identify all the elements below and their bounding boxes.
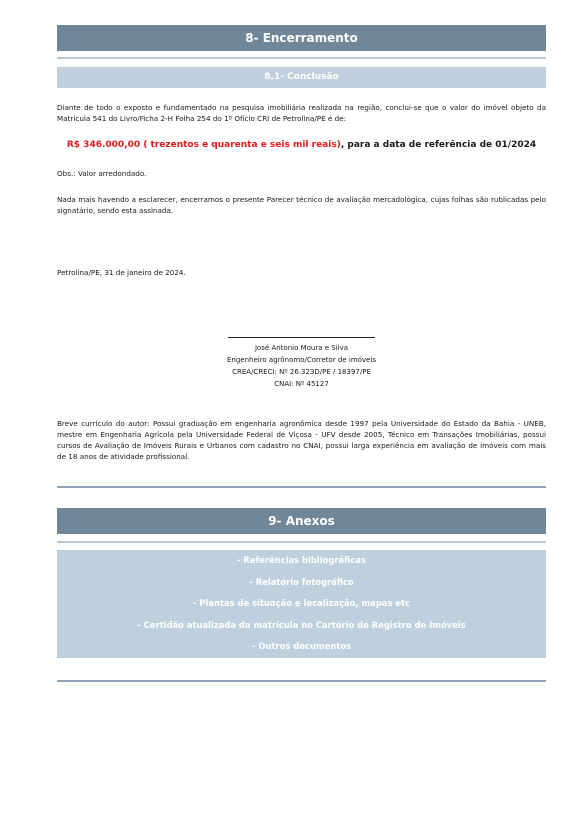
intro-text: Diante de todo o exposto e fundamentado na pesquisa imobiliária realizada na região, conclui-se que o valor do imóvel objeto da Matrícula 541 do Livro/Ficha 2-H Folha 254 do 1º Ofício CRI de Petrolina/PE é de: xyxy=(57,103,546,123)
subsection-header-conclusao xyxy=(57,67,546,88)
signer-name: José Antonio Moura e Silva xyxy=(254,344,349,352)
closing-text: Nada mais havendo a esclarecer, encerramos o presente Parecer técnico de avaliação mercadológica, cujas folhas são rublicadas pelo signatário, sendo esta assinada. xyxy=(57,195,546,215)
signer-crea: CREA/CRECI: Nº 26.323D/PE / 18397/PE xyxy=(232,368,371,376)
author-cv-text: Breve currículo do autor: Possui graduação em engenharia agronômica desde 1997 pela Universidade do Estado da Bahia - UNEB, mestre em Engenharia Agrícola pela Universidade Federal de Viçosa - UFV desde 2005, Técnico em Transações Imobiliárias, possui cursos de Avaliação de Imóveis Rurais e Urbanos com cadastro no CNAI, possui larga experiência em avaliação de imóveis com mais de 18 anos de atividade profissional. xyxy=(57,419,546,461)
value-amount: R$ 346.000,00 ( trezentos e quarenta e seis mil reais) xyxy=(66,140,341,150)
intro-paragraph xyxy=(57,102,546,124)
subsection-title: 8,1- Conclusão xyxy=(57,67,546,88)
divider xyxy=(57,680,546,682)
value-reference-date: , para a data de referência de 01/2024 xyxy=(340,140,537,150)
section-title: 9- Anexos xyxy=(57,508,546,534)
signer-role: Engenheiro agrônomo/Corretor de imóveis xyxy=(226,356,377,364)
annex-item: - Referências bibliográficas xyxy=(237,555,366,565)
signature-line xyxy=(228,337,375,338)
signature-block xyxy=(57,337,546,390)
annex-item: - Certidão atualizada da matrícula no Cartório de Registro de Imóveis xyxy=(137,619,466,630)
divider xyxy=(57,57,546,59)
annex-list xyxy=(57,550,546,658)
place-date xyxy=(57,267,546,278)
divider xyxy=(57,541,546,543)
obs-text: Obs.: Valor arredondado. xyxy=(57,169,147,178)
annex-item: - Plantas de situação e localização, mapas etc xyxy=(192,598,411,609)
section-header-anexos xyxy=(57,508,546,534)
annex-item: - Outros documentos xyxy=(251,641,352,652)
obs-paragraph xyxy=(57,168,546,179)
place-date-text: Petrolina/PE, 31 de janeiro de 2024. xyxy=(57,268,186,277)
signer-cnai: CNAI: Nº 45127 xyxy=(274,380,329,388)
section-header-encerramento xyxy=(57,25,546,51)
author-cv-paragraph xyxy=(57,418,546,462)
section-title: 8- Encerramento xyxy=(57,25,546,51)
closing-paragraph xyxy=(57,194,546,216)
value-statement xyxy=(57,139,546,151)
annex-item: - Relatório fotográfico xyxy=(249,576,354,587)
divider xyxy=(57,486,546,488)
